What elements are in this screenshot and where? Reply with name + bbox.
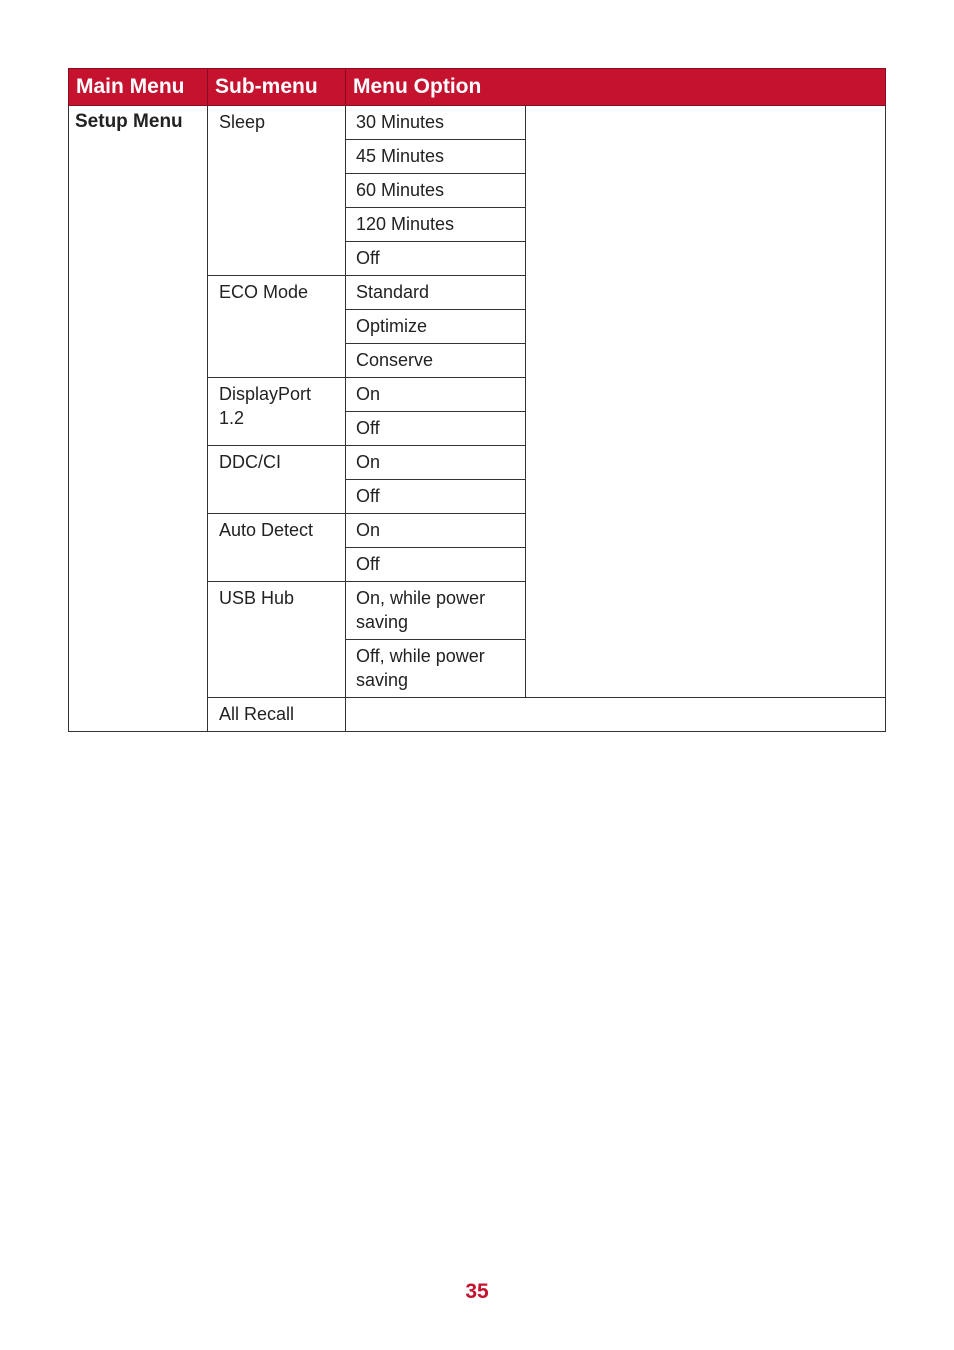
menu-table	[68, 68, 886, 732]
header-main-menu: Main Menu	[69, 69, 208, 106]
sub-menu-cell: Auto Detect	[208, 514, 346, 582]
menu-option-cell: On, while power saving	[346, 582, 526, 640]
menu-body	[69, 106, 886, 732]
page-number: 35	[465, 1280, 489, 1303]
sub-menu-cell: Sleep	[208, 106, 346, 276]
menu-option-cell: 45 Minutes	[346, 140, 526, 174]
empty-option-cell	[346, 698, 886, 732]
header-menu-option: Menu Option	[346, 69, 886, 106]
blank-cell	[526, 106, 886, 698]
menu-option-cell: Standard	[346, 276, 526, 310]
menu-option-cell: 60 Minutes	[346, 174, 526, 208]
sub-menu-cell: DDC/CI	[208, 446, 346, 514]
menu-option-cell: Off	[346, 242, 526, 276]
main-menu-cell: Setup Menu	[69, 106, 208, 732]
menu-option-cell: Off	[346, 480, 526, 514]
sub-menu-cell: All Recall	[208, 698, 346, 732]
menu-option-cell: On	[346, 514, 526, 548]
menu-option-cell: Off	[346, 412, 526, 446]
table-row	[69, 106, 886, 140]
menu-option-cell: Optimize	[346, 310, 526, 344]
menu-option-cell: On	[346, 378, 526, 412]
menu-option-cell: 120 Minutes	[346, 208, 526, 242]
menu-option-cell: Off	[346, 548, 526, 582]
menu-option-cell: 30 Minutes	[346, 106, 526, 140]
sub-menu-cell: DisplayPort 1.2	[208, 378, 346, 446]
sub-menu-cell: USB Hub	[208, 582, 346, 698]
header-row	[69, 69, 886, 106]
menu-option-cell: On	[346, 446, 526, 480]
header-sub-menu: Sub-menu	[208, 69, 346, 106]
sub-menu-cell: ECO Mode	[208, 276, 346, 378]
menu-option-cell: Conserve	[346, 344, 526, 378]
menu-option-cell: Off, while power saving	[346, 640, 526, 698]
